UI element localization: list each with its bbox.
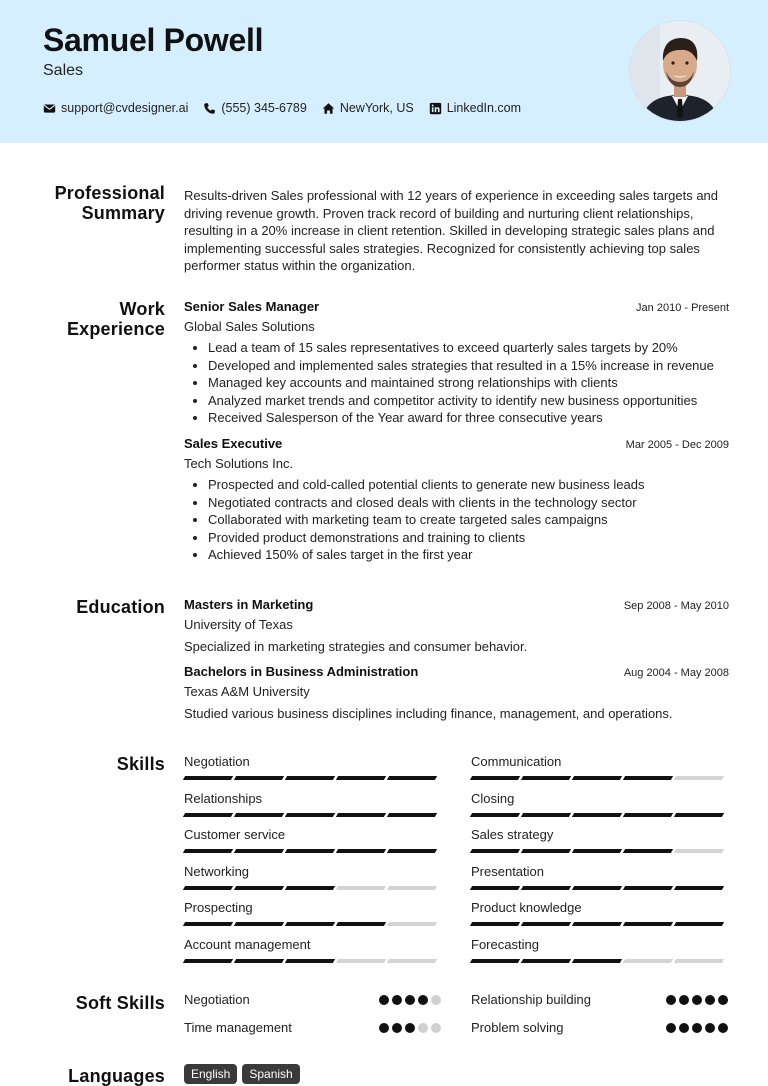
skill-level-segment	[674, 776, 724, 780]
skill-level-bar	[184, 776, 441, 780]
skill-level-segment	[470, 776, 520, 780]
skill-name: Presentation	[471, 863, 544, 879]
skill-name: Customer service	[184, 827, 286, 843]
contact-linkedin-text: LinkedIn.com	[446, 101, 522, 115]
section-title-soft-skills: Soft Skills	[75, 993, 165, 1013]
school-name: Texas A&M University	[184, 683, 310, 699]
skill-level-segment	[623, 922, 673, 926]
rating-dot	[379, 1023, 389, 1033]
skill-level-segment	[285, 886, 335, 890]
skill-level-segment	[234, 813, 284, 817]
education-entry	[184, 663, 729, 723]
section-title-skills: Skills	[116, 754, 165, 774]
skill-level-segment	[623, 886, 673, 890]
job-bullet: • Provided product demonstrations and training to clients	[208, 529, 729, 547]
skill-level-segment	[470, 922, 520, 926]
skill-level-segment	[183, 813, 233, 817]
skill-level-bar	[471, 776, 728, 780]
job-bullet: • Negotiated contracts and closed deals with clients in the technology sector	[208, 494, 729, 512]
skill-level-segment	[387, 886, 437, 890]
job-bullet: • Collaborated with marketing team to create targeted sales campaigns	[208, 511, 729, 529]
skill-level-segment	[336, 922, 386, 926]
rating-dot	[405, 1023, 415, 1033]
rating-dot	[705, 995, 715, 1005]
experience-entry	[184, 435, 729, 564]
skill-item	[471, 754, 728, 780]
education-entry	[184, 596, 729, 656]
section-title-summary-line1: Professional	[54, 183, 165, 203]
skill-item	[184, 791, 441, 817]
rating-dot	[431, 1023, 441, 1033]
rating-dot	[392, 1023, 402, 1033]
skill-name: Negotiation	[184, 754, 250, 769]
job-bullet: • Analyzed market trends and competitor activity to identify new business opportunities	[208, 392, 729, 410]
candidate-role: Sales	[43, 62, 84, 79]
skill-level-segment	[387, 959, 437, 963]
contact-email-text: support@cvdesigner.ai	[61, 101, 189, 115]
skill-level-segment	[521, 922, 571, 926]
skill-level-segment	[623, 959, 673, 963]
rating-dot	[379, 995, 389, 1005]
skill-name: Forecasting	[471, 937, 539, 952]
skill-level-segment	[674, 849, 724, 853]
skill-level-segment	[336, 813, 386, 817]
languages-list	[184, 1064, 305, 1084]
skill-level-segment	[387, 813, 437, 817]
rating-dot	[666, 1023, 676, 1033]
rating-dot	[692, 995, 702, 1005]
job-date: Mar 2005 - Dec 2009	[625, 439, 729, 451]
skill-item	[471, 937, 728, 963]
skill-level-segment	[336, 959, 386, 963]
section-title-summary-line2: Summary	[81, 203, 165, 223]
skill-name: Sales strategy	[471, 827, 554, 843]
contact-linkedin[interactable]	[429, 101, 521, 115]
skill-name: Prospecting	[184, 900, 253, 916]
skill-level-segment	[183, 959, 233, 963]
skill-level-segment	[572, 776, 622, 780]
language-tag: Spanish	[242, 1064, 299, 1084]
contact-location-text: NewYork, US	[339, 101, 414, 115]
skill-level-segment	[183, 922, 233, 926]
skill-level-segment	[470, 959, 520, 963]
skill-level-segment	[572, 922, 622, 926]
skill-level-segment	[623, 813, 673, 817]
contact-email[interactable]	[43, 101, 188, 115]
rating-dot	[718, 1023, 728, 1033]
section-title-experience	[40, 299, 165, 339]
soft-skill-name: Time management	[184, 1020, 292, 1035]
skill-level-segment	[183, 886, 233, 890]
skill-item	[184, 900, 441, 926]
skill-level-segment	[234, 849, 284, 853]
skill-level-segment	[470, 886, 520, 890]
skill-item	[184, 864, 441, 890]
soft-skill-rating	[663, 995, 728, 1005]
skill-level-segment	[572, 959, 622, 963]
skill-name: Communication	[471, 754, 562, 769]
profile-portrait-image	[630, 21, 730, 121]
section-title-experience-line2: Experience	[66, 319, 165, 339]
skill-level-segment	[521, 959, 571, 963]
rating-dot	[666, 995, 676, 1005]
skill-level-bar	[471, 959, 728, 963]
summary-text: Results-driven Sales professional with 12 years of experience in exceeding sales targets and driving revenue growth. Proven track record of building and nurturing client relationships, resulting in a 20% increase in client retention. Skilled in developing strategic sales plans and implementing successful sales strategies. Recognized for consistently achieving top sales performer status within the organization.	[184, 188, 719, 273]
skill-name: Networking	[184, 863, 250, 879]
contact-bar	[43, 101, 536, 115]
skill-level-segment	[521, 849, 571, 853]
skill-level-segment	[470, 813, 520, 817]
education-date: Sep 2008 - May 2010	[623, 600, 729, 612]
experience-entry	[184, 298, 729, 427]
degree-title: Masters in Marketing	[184, 597, 314, 612]
skill-level-segment	[285, 776, 335, 780]
skill-level-bar	[184, 849, 441, 853]
soft-skill-item	[471, 1020, 728, 1035]
skill-level-segment	[336, 849, 386, 853]
soft-skill-rating	[663, 1023, 728, 1033]
soft-skill-rating	[376, 1023, 441, 1033]
skill-level-segment	[572, 849, 622, 853]
header-banner	[0, 0, 768, 143]
skill-level-segment	[183, 776, 233, 780]
job-bullet: • Lead a team of 15 sales representatives to exceed quarterly sales targets by 20%	[208, 339, 729, 357]
skill-level-segment	[285, 959, 335, 963]
language-tag: English	[184, 1064, 237, 1084]
skill-name: Closing	[471, 790, 515, 806]
phone-icon	[203, 102, 216, 115]
education-date: Aug 2004 - May 2008	[623, 667, 729, 679]
job-bullet: • Received Salesperson of the Year award for three consecutive years	[208, 409, 729, 427]
job-date: Jan 2010 - Present	[636, 302, 729, 314]
skill-level-segment	[285, 922, 335, 926]
skill-level-segment	[285, 813, 335, 817]
skill-level-segment	[674, 886, 724, 890]
envelope-icon	[43, 102, 56, 115]
skill-level-segment	[336, 886, 386, 890]
skill-item	[471, 791, 728, 817]
skill-level-segment	[285, 849, 335, 853]
skill-item	[184, 827, 441, 853]
skill-level-bar	[184, 959, 441, 963]
skill-level-segment	[234, 776, 284, 780]
job-bullets	[184, 476, 729, 564]
job-bullet: • Developed and implemented sales strategies that resulted in a 15% increase in revenue	[208, 357, 729, 375]
job-bullet: • Prospected and cold-called potential clients to generate new business leads	[208, 476, 729, 494]
skill-level-segment	[674, 813, 724, 817]
section-title-summary	[40, 183, 165, 223]
job-bullet: • Achieved 150% of sales target in the first year	[208, 546, 729, 564]
skill-level-segment	[572, 813, 622, 817]
contact-phone[interactable]	[203, 101, 306, 115]
skill-item	[184, 937, 441, 963]
soft-skill-item	[184, 992, 441, 1007]
skill-level-segment	[183, 849, 233, 853]
rating-dot	[679, 995, 689, 1005]
skill-level-segment	[470, 849, 520, 853]
profile-photo	[629, 20, 731, 122]
soft-skill-rating	[376, 995, 441, 1005]
soft-skill-name: Negotiation	[184, 992, 250, 1007]
skill-item	[471, 827, 728, 853]
section-title-education: Education	[76, 597, 165, 617]
rating-dot	[679, 1023, 689, 1033]
skill-level-segment	[572, 886, 622, 890]
skill-level-segment	[387, 776, 437, 780]
education-description: Studied various business disciplines including finance, management, and operations.	[184, 706, 673, 721]
job-company: Tech Solutions Inc.	[184, 455, 294, 471]
skill-level-bar	[471, 813, 728, 817]
linkedin-icon	[429, 102, 442, 115]
soft-skill-name: Problem solving	[471, 1020, 564, 1035]
skill-name: Product knowledge	[471, 900, 582, 916]
soft-skill-item	[184, 1020, 441, 1035]
skill-name: Relationships	[184, 790, 263, 806]
section-title-experience-line1: Work	[119, 299, 165, 319]
soft-skill-item	[471, 992, 728, 1007]
section-title-languages: Languages	[68, 1066, 165, 1086]
rating-dot	[431, 995, 441, 1005]
skill-level-segment	[674, 959, 724, 963]
skill-item	[471, 864, 728, 890]
rating-dot	[405, 995, 415, 1005]
job-bullet: • Managed key accounts and maintained strong relationships with clients	[208, 374, 729, 392]
skill-level-bar	[184, 813, 441, 817]
home-icon	[322, 102, 335, 115]
skill-level-segment	[387, 922, 437, 926]
skill-level-segment	[521, 813, 571, 817]
degree-title: Bachelors in Business Administration	[184, 664, 419, 679]
skill-item	[471, 900, 728, 926]
job-title: Sales Executive	[184, 436, 283, 451]
contact-phone-text: (555) 345-6789	[221, 101, 307, 115]
skill-level-bar	[184, 922, 441, 926]
candidate-name: Samuel Powell	[43, 22, 264, 58]
rating-dot	[718, 995, 728, 1005]
skill-level-segment	[623, 849, 673, 853]
skill-level-bar	[471, 886, 728, 890]
skill-level-segment	[234, 886, 284, 890]
rating-dot	[392, 995, 402, 1005]
skill-level-segment	[521, 776, 571, 780]
education-description: Specialized in marketing strategies and consumer behavior.	[184, 639, 528, 654]
skill-level-segment	[234, 922, 284, 926]
job-title: Senior Sales Manager	[184, 299, 320, 314]
job-bullets	[184, 339, 729, 427]
rating-dot	[705, 1023, 715, 1033]
skill-level-bar	[471, 922, 728, 926]
skill-level-bar	[184, 886, 441, 890]
skill-name: Account management	[184, 937, 311, 952]
skill-level-segment	[336, 776, 386, 780]
skill-level-segment	[234, 959, 284, 963]
skill-level-bar	[471, 849, 728, 853]
rating-dot	[692, 1023, 702, 1033]
skill-level-segment	[674, 922, 724, 926]
skill-level-segment	[521, 886, 571, 890]
skill-level-segment	[387, 849, 437, 853]
rating-dot	[418, 1023, 428, 1033]
skill-item	[184, 754, 441, 780]
soft-skill-name: Relationship building	[471, 992, 591, 1007]
job-company: Global Sales Solutions	[184, 318, 315, 334]
contact-location[interactable]	[322, 101, 414, 115]
school-name: University of Texas	[184, 616, 293, 632]
skill-level-segment	[623, 776, 673, 780]
rating-dot	[418, 995, 428, 1005]
